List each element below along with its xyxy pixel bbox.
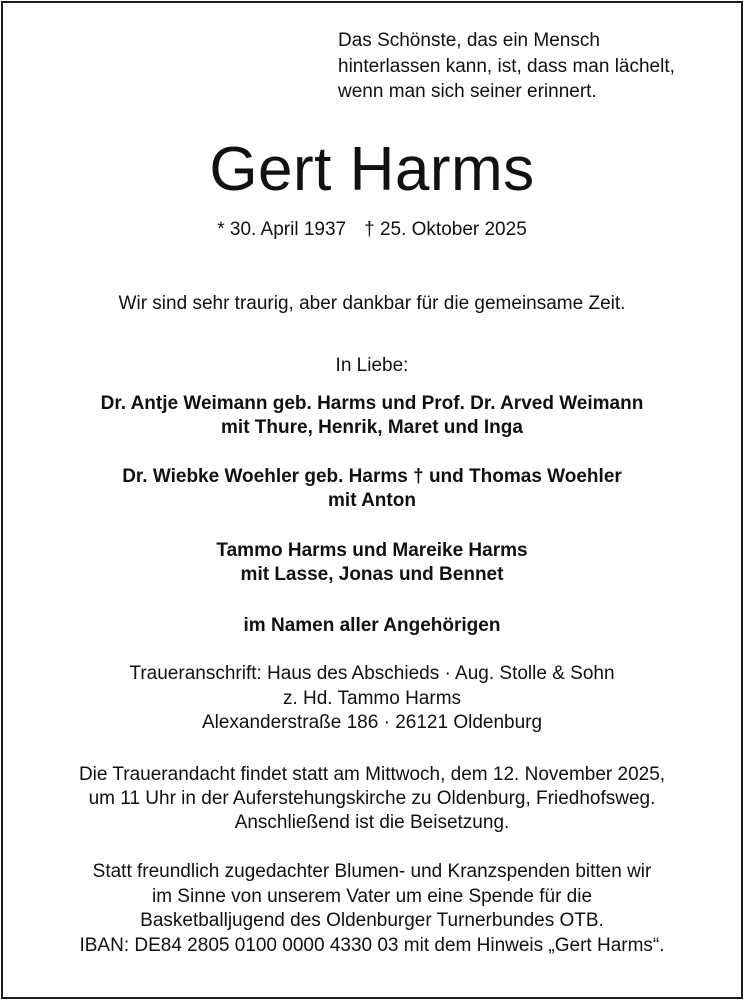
memorial-quote [338, 28, 698, 105]
mourner-family-3-children: mit Lasse, Jonas und Bennet [240, 564, 504, 585]
donation-info-line: im Sinne von unserem Vater um eine Spende für die [151, 886, 593, 907]
mourning-address-line: Traueranschrift: Haus des Abschieds · Aug. Stolle & Sohn [129, 663, 615, 684]
on-behalf-line: im Namen aller Angehörigen [243, 615, 501, 636]
mourner-family-1-children: mit Thure, Henrik, Maret und Inga [221, 417, 523, 438]
mourner-family-2-names: Dr. Wiebke Woehler geb. Harms † und Thomas Woehler [122, 466, 622, 487]
service-info-line: Die Trauerandacht findet statt am Mittwoch, dem 12. November 2025, [78, 764, 666, 785]
donation-info-line: Statt freundlich zugedachter Blumen- und Kranzspenden bitten wir [92, 861, 652, 882]
service-info-line: um 11 Uhr in der Auferstehungskirche zu Oldenburg, Friedhofsweg. [88, 788, 656, 809]
grief-message: Wir sind sehr traurig, aber dankbar für die gemeinsame Zeit. [118, 293, 626, 314]
in-love-label: In Liebe: [335, 355, 409, 376]
deceased-name: Gert Harms [209, 135, 535, 204]
life-dates [0, 218, 744, 242]
mourner-family-3-names: Tammo Harms und Mareike Harms [216, 540, 528, 561]
donation-iban-line: IBAN: DE84 2805 0100 0000 4330 03 mit dem Hinweis „Gert Harms“. [79, 935, 665, 956]
quote-line: wenn man sich seiner erinnert. [338, 81, 597, 102]
mourner-family-2-children: mit Anton [328, 490, 416, 511]
mourner-family-1-names: Dr. Antje Weimann geb. Harms und Prof. Dr. Arved Weimann [100, 393, 644, 414]
death-date: † 25. Oktober 2025 [364, 219, 527, 240]
mourning-address-line: Alexanderstraße 186 · 26121 Oldenburg [201, 712, 543, 733]
mourning-address-line: z. Hd. Tammo Harms [282, 688, 462, 709]
birth-date: * 30. April 1937 [217, 219, 347, 240]
quote-line: Das Schönste, das ein Mensch [338, 30, 600, 51]
donation-info-line: Basketballjugend des Oldenburger Turnerbundes OTB. [140, 910, 604, 931]
service-info-line: Anschließend ist die Beisetzung. [234, 812, 510, 833]
quote-line: hinterlassen kann, ist, dass man lächelt, [338, 55, 675, 77]
